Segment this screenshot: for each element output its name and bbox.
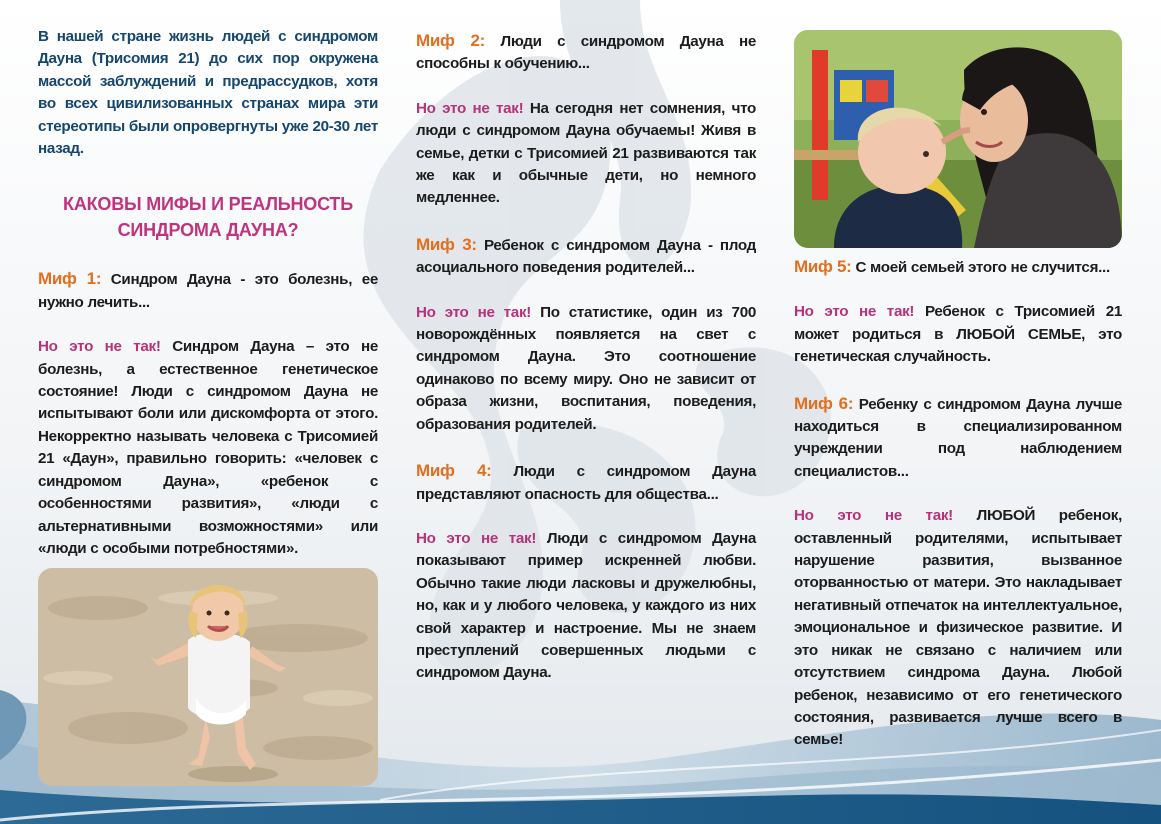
myth-1 bbox=[38, 268, 378, 314]
myth-5-label: Миф 5: bbox=[794, 257, 852, 276]
myth-4-text: Люди с синдромом Дауна представляют опасность для общества... bbox=[416, 463, 756, 503]
myth-3-label: Миф 3: bbox=[416, 234, 477, 254]
myth-1-reality-label: Но это не так! bbox=[38, 338, 161, 356]
myth-2-text: Люди с синдромом Дауна не способны к обучению... bbox=[416, 33, 757, 73]
myth-2-reality-label: Но это не так! bbox=[416, 99, 524, 117]
myth-2 bbox=[416, 30, 756, 76]
myth-1-label: Миф 1: bbox=[38, 269, 102, 289]
myth-5-reality-text: Ребенок с Трисомией 21 может родиться в ЛЮБОЙ СЕМЬЕ, это генетическая случайность. bbox=[794, 303, 1122, 366]
myth-6-reality-text: ЛЮБОЙ ребенок, оставленный родителями, испытывает нарушение развития, вызванное оторванностью от матери. Это накладывает негативный отпечаток на интеллектуальное, эмоциональное и физическое развитие. И это никак не связано с наличием или отсутствием синдрома Дауна. Любой ребенок, независимо от его генетического состояния, развивается лучше всего в семье! bbox=[794, 507, 1122, 749]
myth-4-reality-text: Люди с синдромом Дауна показывают пример искренней любви. Обычно такие люди ласковы и дружелюбны, но, как и у любого человека, у каждого из них свой характер и настроение. Мы не знаем преступлений совершенных людьми с синдромом Дауна. bbox=[416, 529, 756, 682]
myth-5-reality bbox=[794, 301, 1122, 368]
myth-5-text: С моей семьей этого не случится... bbox=[855, 259, 1110, 276]
intro-text: В нашей стране жизнь людей с синдромом Дауна (Трисомия 21) до сих пор окружена массой заблуждений и предрассудков, хотя во всех цивилизованных странах мира эти стереотипы были опровергнуты уже 20-30 лет назад. bbox=[38, 28, 378, 158]
myth-1-reality bbox=[38, 336, 378, 560]
myth-6-label: Миф 6: bbox=[794, 393, 854, 413]
column-left bbox=[38, 26, 378, 560]
myth-1-text: Синдром Дауна - это болезнь, ее нужно лечить... bbox=[38, 271, 378, 311]
myth-6-reality-label: Но это не так! bbox=[794, 507, 953, 525]
myth-3 bbox=[416, 234, 756, 280]
myth-3-reality-label: Но это не так! bbox=[416, 303, 532, 321]
question-line-1: КАКОВЫ МИФЫ И РЕАЛЬНОСТЬ bbox=[63, 194, 353, 215]
myth-6-text: Ребенку с синдромом Дауна лучше находиться в специализированном учреждении под наблюдением специалистов... bbox=[794, 395, 1122, 480]
photo-mother-and-son bbox=[794, 30, 1122, 248]
myth-5 bbox=[794, 256, 1122, 279]
myth-3-text: Ребенок с синдромом Дауна - плод асоциального поведения родителей... bbox=[416, 236, 757, 277]
question-heading bbox=[38, 191, 378, 243]
myth-1-reality-text: Синдром Дауна – это не болезнь, а естественное генетическое состояние! Люди с синдромом Дауна не испытывают боли или дискомфорта от этого. Некорректно называть человека с Трисомией 21 «Даун», правильно говорить: «человек с синдромом Дауна», «ребенок с особенностями развития», «люди с альтернативными возможностями» или «люди с особыми потребностями». bbox=[38, 338, 379, 557]
myth-6-reality bbox=[794, 505, 1122, 751]
photo-child-on-sand bbox=[38, 568, 378, 786]
myth-3-reality-text: По статистике, один из 700 новорождённых появляется на свет с синдромом Дауна. Это соотношение одинаково по всему миру. Оно не зависит от образа жизни, воспитания, поведения, образования родителей. bbox=[416, 303, 756, 433]
question-line-2: СИНДРОМА ДАУНА? bbox=[117, 220, 299, 241]
myth-4-reality bbox=[416, 528, 756, 685]
myth-2-reality-text: На сегодня нет сомнения, что люди с синдромом Дауна обучаемы! Живя в семье, детки с Трисомией 21 развиваются так же как и обычные дети, но немного медленнее. bbox=[416, 99, 757, 207]
myth-2-label: Миф 2: bbox=[416, 31, 486, 50]
myth-4-reality-label: Но это не так! bbox=[416, 529, 537, 547]
column-right bbox=[794, 256, 1122, 752]
myth-5-reality-label: Но это не так! bbox=[794, 303, 915, 321]
column-middle bbox=[416, 30, 756, 685]
myth-4-label: Миф 4: bbox=[416, 461, 492, 481]
myth-2-reality bbox=[416, 98, 756, 210]
myth-4 bbox=[416, 460, 756, 506]
myth-6 bbox=[794, 393, 1122, 484]
myth-3-reality bbox=[416, 302, 756, 436]
